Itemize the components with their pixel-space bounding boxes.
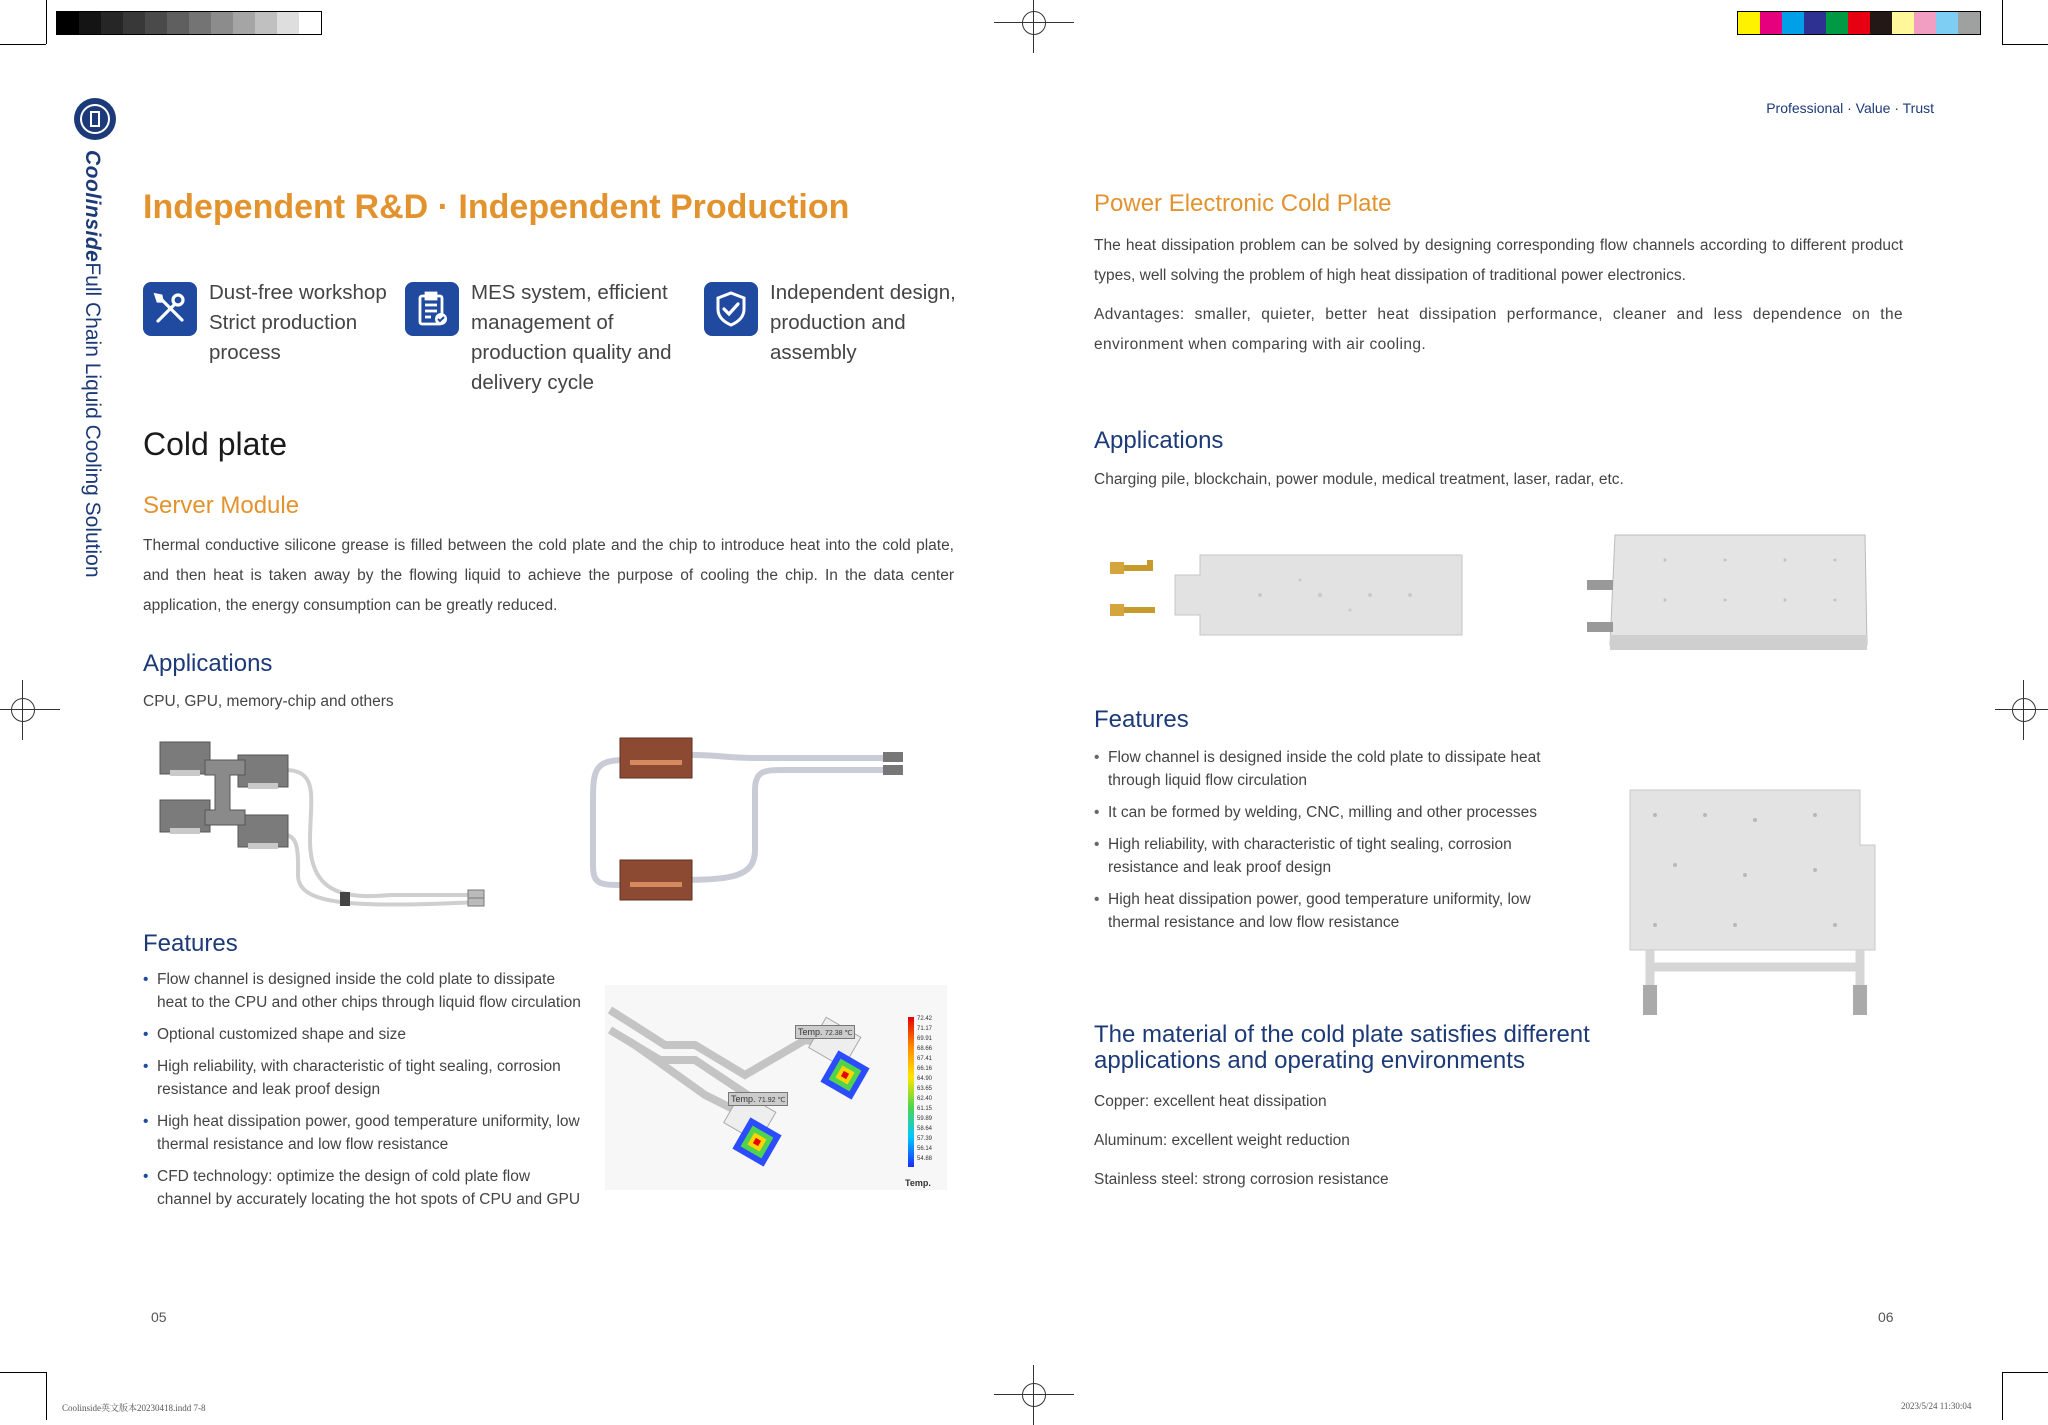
right-applications-text: Charging pile, blockchain, power module, medical treatment, laser, radar, etc. [1094, 471, 1624, 488]
feature-item: • High reliability, with characteristic of tight sealing, corrosion resistance and leak proof design [143, 1055, 588, 1101]
color-swatch [277, 12, 299, 34]
color-swatch [123, 12, 145, 34]
crop-mark [46, 1372, 47, 1420]
color-swatch [1870, 12, 1892, 34]
scale-value: 56.14 [917, 1146, 933, 1152]
scale-value: 58.64 [917, 1126, 933, 1132]
color-swatch [255, 12, 277, 34]
scale-value: 72.42 [917, 1016, 933, 1022]
left-page-title: Independent R&D · Independent Production [143, 188, 850, 226]
right-features-list [1094, 746, 1564, 943]
color-swatch [1892, 12, 1914, 34]
feature-item: • High heat dissipation power, good temperature uniformity, low thermal resistance and low flow resistance [143, 1110, 588, 1156]
color-swatch [1804, 12, 1826, 34]
crop-mark [0, 44, 46, 45]
feature-line: process [209, 341, 281, 364]
cfd-simulation-image [605, 985, 947, 1190]
feature-line: Independent design, [770, 281, 956, 304]
material-stainless-steel: Stainless steel: strong corrosion resistance [1094, 1171, 1389, 1188]
scale-value: 57.39 [917, 1136, 933, 1142]
page-number-right: 06 [1878, 1309, 1894, 1325]
crop-mark [0, 1372, 46, 1373]
temp-label-2 [728, 1092, 788, 1106]
brand-logo [74, 98, 116, 140]
registration-mark [994, 0, 1074, 53]
material-aluminum: Aluminum: excellent weight reduction [1094, 1132, 1350, 1149]
color-swatch [1914, 12, 1936, 34]
registration-mark [1995, 680, 2048, 740]
feature-line: production and [770, 311, 906, 334]
right-applications-title: Applications [1094, 427, 1224, 454]
feature-item: • Optional customized shape and size [143, 1023, 588, 1046]
material-copper: Copper: excellent heat dissipation [1094, 1093, 1327, 1110]
feature-item: • High reliability, with characteristic of tight sealing, corrosion resistance and leak proof design [1094, 833, 1564, 879]
color-swatch [101, 12, 123, 34]
feature-line: Dust-free workshop [209, 281, 387, 304]
color-swatch [1826, 12, 1848, 34]
feature-line: management of [471, 311, 614, 334]
color-swatch [1848, 12, 1870, 34]
subsection-title-server-module: Server Module [143, 492, 300, 519]
scale-value: 61.15 [917, 1106, 933, 1112]
scale-value: 54.88 [917, 1156, 933, 1162]
crop-mark [2002, 1372, 2048, 1373]
color-swatch [167, 12, 189, 34]
crop-mark [2002, 1372, 2003, 1420]
color-swatch [211, 12, 233, 34]
crop-mark [2002, 44, 2048, 45]
color-swatch [1738, 12, 1760, 34]
temperature-scale-labels [917, 1014, 932, 1164]
color-swatch [299, 12, 321, 34]
scale-value: 64.90 [917, 1076, 933, 1082]
right-paragraph-2: Advantages: smaller, quieter, better heat dissipation performance, cleaner and less dependence on the environment when comparing with air cooling. [1094, 306, 1903, 353]
color-swatch [79, 12, 101, 34]
scale-value: 71.17 [917, 1026, 933, 1032]
color-swatch [233, 12, 255, 34]
aluminum-plate-angled-image [1575, 530, 1875, 655]
temp-label-value: 72.38 ℃ [825, 1030, 853, 1037]
brand-vertical-text [80, 150, 104, 578]
slug-filename: Coolinside英文版本20230418.indd 7-8 [62, 1403, 206, 1413]
right-paragraph-1: The heat dissipation problem can be solved by designing corresponding flow channels according to different product types, well solving the problem of high heat dissipation of traditional power electronics. [1094, 237, 1903, 284]
material-title: The material of the cold plate satisfies different applications and operating environments [1094, 1021, 1590, 1074]
scale-value: 67.41 [917, 1056, 933, 1062]
temp-label-text: Temp. [798, 1027, 823, 1037]
feature-line: delivery cycle [471, 371, 595, 394]
color-swatch [1760, 12, 1782, 34]
feature-line: Strict production [209, 311, 358, 334]
color-swatch [1782, 12, 1804, 34]
scale-value: 68.66 [917, 1046, 933, 1052]
left-features-list [143, 968, 588, 1220]
feature-line: assembly [770, 341, 857, 364]
tools-icon [143, 282, 197, 336]
brand-name: Coolinside [81, 150, 104, 263]
left-features-title: Features [143, 930, 238, 957]
scale-value: 69.91 [917, 1036, 933, 1042]
feature-independent-design [770, 278, 956, 368]
right-features-title: Features [1094, 706, 1189, 733]
scale-value: 59.89 [917, 1116, 933, 1122]
temp-label-value: 71.92 ℃ [758, 1097, 786, 1104]
left-applications-text: CPU, GPU, memory-chip and others [143, 693, 394, 710]
registration-mark [0, 680, 60, 740]
clipboard-check-icon [405, 282, 459, 336]
aluminum-plate-flat-image [1110, 540, 1470, 650]
feature-mes-system [471, 278, 672, 398]
grayscale-color-bar [56, 11, 322, 35]
color-swatch [189, 12, 211, 34]
server-cold-plate-image [150, 730, 495, 915]
brand-tagline: Full Chain Liquid Cooling Solution [81, 262, 104, 578]
right-page-title: Power Electronic Cold Plate [1094, 190, 1392, 217]
aluminum-plate-vertical-image [1615, 785, 1880, 1035]
temperature-color-scale [908, 1017, 914, 1167]
feature-line: MES system, efficient [471, 281, 668, 304]
feature-item: • High heat dissipation power, good temperature uniformity, low thermal resistance and low flow resistance [1094, 888, 1564, 934]
feature-item: • Flow channel is designed inside the cold plate to dissipate heat to the CPU and other chips through liquid flow circulation [143, 968, 588, 1014]
temp-label-text: Temp. [731, 1094, 756, 1104]
temperature-scale-title: Temp. [905, 1178, 931, 1188]
server-module-description: Thermal conductive silicone grease is filled between the cold plate and the chip to introduce heat into the cold plate, and then heat is taken away by the flowing liquid to achieve the purpose of cooling the chip. In the data center application, the energy consumption can be greatly reduced. [143, 537, 954, 614]
feature-item: • It can be formed by welding, CNC, milling and other processes [1094, 801, 1564, 824]
scale-value: 66.16 [917, 1066, 933, 1072]
color-swatch [57, 12, 79, 34]
section-title-cold-plate: Cold plate [143, 426, 288, 462]
color-swatch [1936, 12, 1958, 34]
page-number-left: 05 [151, 1309, 167, 1325]
left-applications-title: Applications [143, 650, 273, 677]
feature-line: production quality and [471, 341, 672, 364]
feature-item: • CFD technology: optimize the design of cold plate flow channel by accurately locating the hot spots of CPU and GPU [143, 1165, 588, 1211]
shield-check-icon [704, 282, 758, 336]
color-swatch [145, 12, 167, 34]
scale-value: 62.40 [917, 1096, 933, 1102]
copper-cold-plate-image [585, 730, 915, 910]
crop-mark [46, 0, 47, 44]
process-color-bar [1737, 11, 1981, 35]
registration-mark [994, 1365, 1074, 1425]
header-tagline: Professional · Value · Trust [1766, 100, 1934, 116]
slug-timestamp: 2023/5/24 11:30:04 [1901, 1401, 1972, 1411]
scale-value: 63.65 [917, 1086, 933, 1092]
crop-mark [2002, 0, 2003, 44]
color-swatch [1958, 12, 1980, 34]
feature-dust-free [209, 278, 387, 368]
feature-item: • Flow channel is designed inside the cold plate to dissipate heat through liquid flow circulation [1094, 746, 1564, 792]
temp-label-1 [795, 1025, 855, 1039]
